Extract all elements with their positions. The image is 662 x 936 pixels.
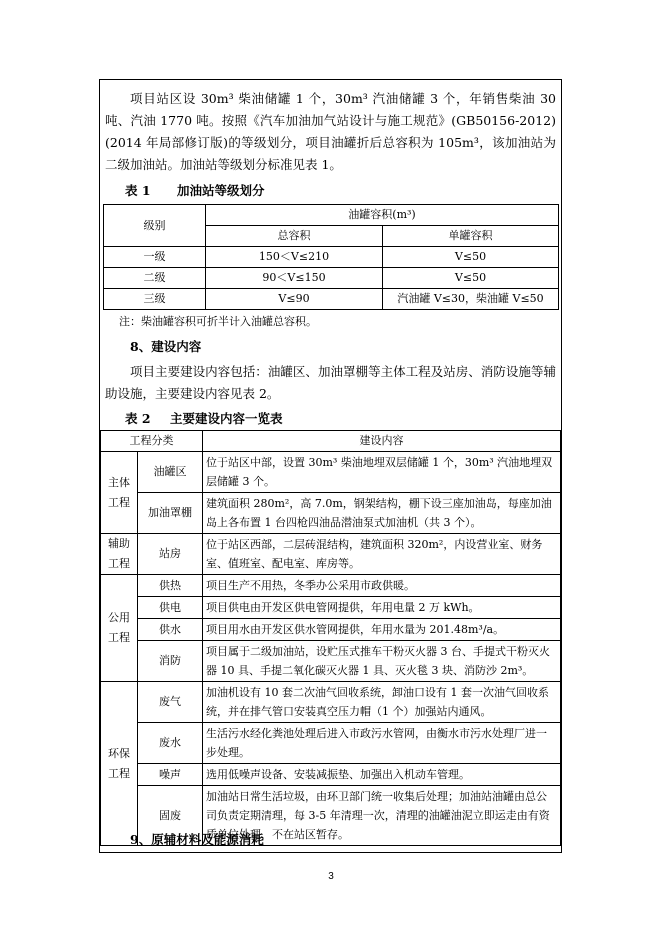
- row-content: 项目属于二级加油站，设贮压式推车干粉灭火器 3 台、手提式干粉灭火器 10 具、手提二氧化碳灭火器 1 具、灭火毯 3 块、消防沙 2m³。: [203, 641, 561, 682]
- table1-header-level: 级别: [104, 205, 206, 247]
- table1-level: 三级: [104, 289, 206, 310]
- row-name: 供水: [138, 619, 203, 641]
- table1-single: V≤50: [383, 247, 559, 268]
- table-row: [101, 452, 561, 493]
- table1-single: 汽油罐 V≤30，柴油罐 V≤50: [383, 289, 559, 310]
- row-name: 固废: [138, 786, 203, 846]
- section9-heading: 9、原辅材料及能源消耗: [130, 832, 264, 847]
- row-name: 噪声: [138, 764, 203, 786]
- table1-note: 注：柴油罐容积可折半计入油罐总容积。: [119, 315, 317, 328]
- section8-heading: 8、建设内容: [130, 339, 202, 354]
- table1-caption: [125, 181, 265, 201]
- row-name: 消防: [138, 641, 203, 682]
- row-name: 废气: [138, 682, 203, 723]
- row-name: 油罐区: [138, 452, 203, 493]
- row-content: 建筑面积 280m²，高 7.0m，钢架结构，棚下设三座加油岛，每座加油岛上各布置 1 台四枪四油品潜油泵式加油机（共 3 个）。: [203, 493, 561, 534]
- table-row: [101, 575, 561, 597]
- row-name: 废水: [138, 723, 203, 764]
- table1-header-single: 单罐容积: [383, 226, 559, 247]
- row-content: 位于站区西部，二层砖混结构，建筑面积 320m²，内设营业室、财务室、值班室、配电室、库房等。: [203, 534, 561, 575]
- page-number: 3: [328, 871, 334, 882]
- row-name: 供电: [138, 597, 203, 619]
- group-main: 主体工程: [101, 452, 138, 534]
- table2-header-category: 工程分类: [101, 431, 203, 452]
- row-content: 选用低噪声设备、安装减振垫、加强出入机动车管理。: [203, 764, 561, 786]
- table1-caption-title: 加油站等级划分: [177, 183, 265, 198]
- table2-caption-title: 主要建设内容一览表: [170, 411, 283, 426]
- row-content: 加油机设有 10 套二次油气回收系统，卸油口设有 1 套一次油气回收系统，并在排气管口安装真空压力帽（1 个）加强站内通风。: [203, 682, 561, 723]
- row-name: 加油罩棚: [138, 493, 203, 534]
- table1-caption-no: 表 1: [125, 183, 151, 198]
- table2-header-content: 建设内容: [203, 431, 561, 452]
- table-row: [104, 289, 559, 310]
- construction-table: [100, 430, 561, 846]
- group-aux: 辅助工程: [101, 534, 138, 575]
- content-frame: [99, 79, 562, 853]
- table-row: [101, 493, 561, 534]
- group-public: 公用工程: [101, 575, 138, 682]
- table-row: [104, 247, 559, 268]
- row-content: 项目用水由开发区供水管网提供，年用水量为 201.48m³/a。: [203, 619, 561, 641]
- table-row: [101, 641, 561, 682]
- table1-total: V≤90: [206, 289, 383, 310]
- intro-paragraph: 项目站区设 30m³ 柴油储罐 1 个，30m³ 汽油储罐 3 个，年销售柴油 30 吨、汽油 1770 吨。按照《汽车加油加气站设计与施工规范》(GB50156-2012)(2014 年局部修订版)的等级划分，项目油罐折后总容积为 105m³，该加油站为二级加油站。加油站等级划分标准见表 1。: [105, 91, 556, 172]
- table-row: [101, 682, 561, 723]
- row-content: 项目供电由开发区供电管网提供，年用电量 2 万 kWh。: [203, 597, 561, 619]
- table1-single: V≤50: [383, 268, 559, 289]
- table-row: [101, 597, 561, 619]
- table2-caption-no: 表 2: [125, 411, 151, 426]
- table1-total: 90＜V≤150: [206, 268, 383, 289]
- table-row: [101, 764, 561, 786]
- table1-level: 二级: [104, 268, 206, 289]
- table1-header-total: 总容积: [206, 226, 383, 247]
- table1-header-group: 油罐容积(m³): [206, 205, 559, 226]
- group-env: 环保工程: [101, 682, 138, 846]
- table-row: [101, 619, 561, 641]
- grade-table: [103, 204, 559, 310]
- row-content: 加油站日常生活垃圾，由环卫部门统一收集后处理；加油站油罐由总公司负责定期清理，每 3-5 年清理一次，清理的油罐油泥立即运走由有资质单位处理，不在站区暂存。: [203, 786, 561, 846]
- row-content: 位于站区中部，设置 30m³ 柴油地埋双层储罐 1 个，30m³ 汽油地埋双层储罐 3 个。: [203, 452, 561, 493]
- row-content: 生活污水经化粪池处理后进入市政污水管网，由衡水市污水处理厂进一步处理。: [203, 723, 561, 764]
- section8-paragraph: 项目主要建设内容包括：油罐区、加油罩棚等主体工程及站房、消防设施等辅助设施，主要建设内容见表 2。: [105, 364, 556, 401]
- table-row: [104, 268, 559, 289]
- table-row: [101, 534, 561, 575]
- row-name: 供热: [138, 575, 203, 597]
- table-row: [101, 723, 561, 764]
- row-content: 项目生产不用热，冬季办公采用市政供暖。: [203, 575, 561, 597]
- table2-caption: [125, 409, 283, 429]
- table1-total: 150＜V≤210: [206, 247, 383, 268]
- table1-level: 一级: [104, 247, 206, 268]
- row-name: 站房: [138, 534, 203, 575]
